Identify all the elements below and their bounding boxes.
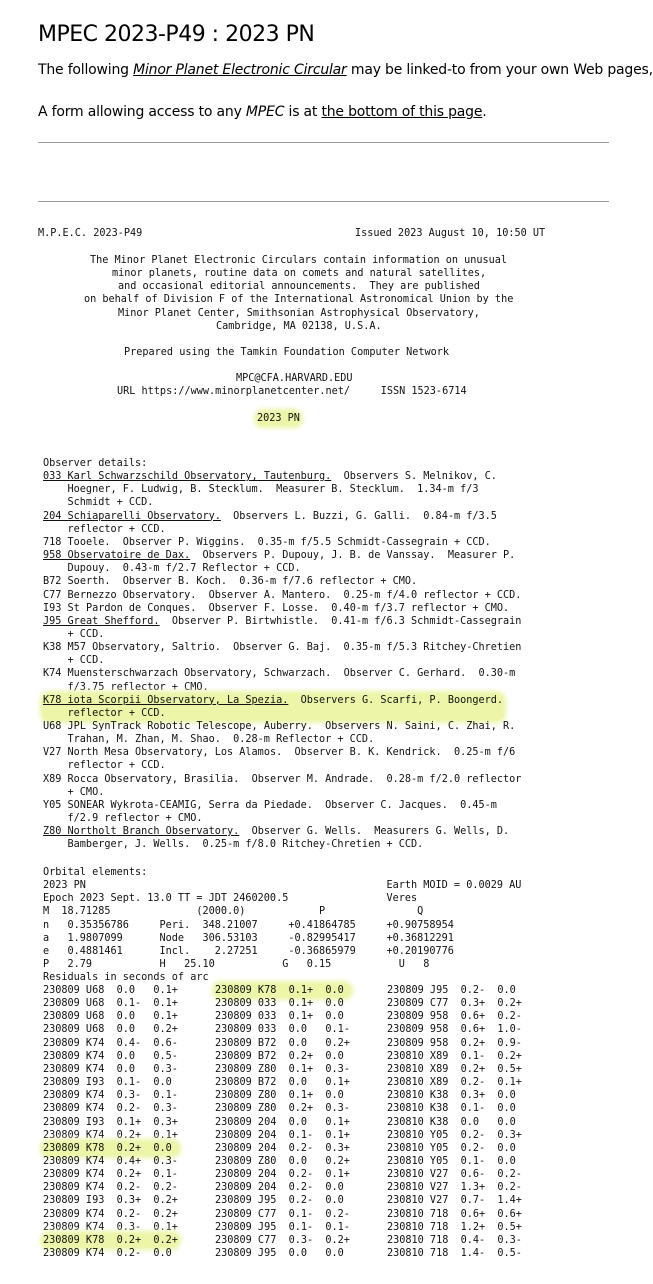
residual-cell: 230810 Y05 0.2- 0.0 [387, 1142, 516, 1154]
observatory-name: SONEAR Wykrota-CEAMIG, Serra da Piedade. [67, 799, 313, 811]
residual-cell: 230809 K74 0.2- 0.2+ [43, 1208, 178, 1220]
residual-cell: 230809 204 0.2- 0.1+ [215, 1169, 350, 1181]
residual-cell: 230810 X89 0.1- 0.2+ [387, 1050, 522, 1062]
observer-credits: Observer P. Birtwhistle. 0.41-m f/6.3 Schmidt-Cassegrain [159, 615, 522, 627]
residual-cell: 230809 B72 0.2+ 0.0 [215, 1050, 350, 1062]
observatory-code: K38 [43, 642, 68, 654]
residual-cell: 230810 X89 0.2+ 0.5+ [387, 1063, 522, 1075]
residual-cell: 230809 U68 0.1- 0.1+ [43, 998, 178, 1010]
orbit-line: e 0.4881461 Incl. 2.27251 -0.36865979 +0.20190776 [43, 945, 454, 957]
observatory-code[interactable]: K78 [43, 694, 68, 706]
residual-cell: 230809 204 0.2- 0.3+ [215, 1142, 350, 1154]
residual-cell: 230809 K74 0.4+ 0.3- [43, 1155, 178, 1167]
residual-cell: 230809 K74 0.2- 0.3- [43, 1103, 178, 1115]
residual-cell: 230810 V27 1.3+ 0.2- [387, 1182, 522, 1194]
observer-entry: Z80 Northolt Branch Observatory. Observer G. Wells. Measurers G. Wells, D. Bamberger, J. Wells. 0.25-m f/8.0 Ritchey-Chretien + CCD. [43, 826, 510, 851]
residual-cell: 230809 K78 0.1+ 0.0 [215, 985, 350, 996]
observatory-name[interactable]: Northolt Branch Observatory. [67, 826, 240, 838]
residual-cell: 230809 K74 0.3- 0.1- [43, 1090, 178, 1102]
issued-date: Issued 2023 August 10, 10:50 UT [355, 228, 546, 239]
residual-cell: 230809 C77 0.3- 0.2+ [215, 1234, 350, 1246]
observer-entry [43, 575, 417, 588]
residual-cell: 230809 I93 0.1- 0.0 [43, 1077, 178, 1089]
observatory-code: K74 [43, 668, 68, 680]
observer-credits: Observers N. Saini, C. Zhai, R. [312, 721, 516, 732]
residual-cell: 230810 718 0.4- 0.3- [387, 1234, 522, 1246]
observer-credits: Observer M. Andrade. 0.28-m f/2.0 reflector [239, 773, 522, 785]
blurb-line: Minor Planet Center, Smithsonian Astrophysical Observatory, [118, 307, 480, 319]
observer-credits: Observers P. Dupouy, J. B. de Vanssay. Measurer P. [190, 550, 516, 562]
residual-cell: 230810 718 1.2+ 0.5+ [387, 1221, 522, 1233]
observer-credits: Observer C. Jacques. 0.45-m [312, 799, 497, 811]
residual-cell: 230809 K74 0.2- 0.0 [43, 1248, 178, 1259]
observer-entry: J95 Great Shefford. Observer P. Birtwhistle. 0.41-m f/6.3 Schmidt-Cassegrain + CCD. [43, 615, 522, 640]
residual-cell: 230809 K78 0.2+ 0.2+ [43, 1234, 178, 1246]
orbit-line: Epoch 2023 Sept. 13.0 TT = JDT 2460200.5 Veres [43, 893, 418, 905]
form-middle: is at [284, 104, 322, 120]
residual-cell: 230809 Z80 0.2+ 0.3- [215, 1103, 350, 1115]
observer-entry: Y05 SONEAR Wykrota-CEAMIG, Serra da Piedade. Observer C. Jacques. 0.45-m f/2.9 reflector + CMO. [43, 799, 497, 825]
observatory-name[interactable]: Great Shefford. [67, 615, 160, 627]
observer-credits: Observer C. Gerhard. 0.30-m [331, 668, 516, 680]
residual-cell: 230810 K38 0.0 0.0 [387, 1116, 516, 1128]
observer-entry: 033 Karl Schwarzschild Observatory, Tautenburg. Observers S. Melnikov, C. Hoegner, F. Ludwig, B. Stecklum. Measurer B. Stecklum. 1.34-m f/3 Schmidt + CCD. [43, 471, 497, 509]
observer-credits: Observer A. Mantero. 0.25-m f/4.0 reflector + CCD. [196, 589, 522, 601]
blurb-line: and occasional editorial announcements. They are published [118, 281, 480, 293]
observatory-code: 718 [43, 536, 68, 548]
observer-credits: Observer B. Koch. 0.36-m f/7.6 reflector + CMO. [110, 576, 418, 588]
mpec-id: M.P.E.C. 2023-P49 [38, 228, 143, 239]
observatory-name: M57 Observatory, Saltrio. [67, 642, 221, 654]
residual-cell: 230809 U68 0.0 0.1+ [43, 985, 178, 996]
blurb-line: Cambridge, MA 02138, U.S.A. [216, 320, 382, 332]
observer-credits: Observers S. Melnikov, C. [331, 471, 497, 483]
observatory-code: V27 [43, 747, 68, 759]
residual-cell: 230809 K74 0.2+ 0.1+ [43, 1129, 178, 1141]
residual-cell: 230809 K74 0.4- 0.6- [43, 1037, 178, 1049]
observatory-name[interactable]: iota Scorpii Observatory, La Spezia. [67, 694, 289, 706]
residual-cell: 230809 Z80 0.1+ 0.0 [215, 1090, 350, 1102]
residual-cell: 230810 Y05 0.1- 0.0 [387, 1155, 516, 1167]
page-title: MPEC 2023-P49 : 2023 PN [38, 22, 315, 47]
residual-cell: 230809 J95 0.2- 0.0 [387, 985, 516, 996]
bottom-of-page-link[interactable]: the bottom of this page [321, 104, 483, 120]
observer-credits: Observer G. Baj. 0.35-m f/5.3 Ritchey-Chretien [220, 642, 522, 654]
observer-heading: Observer details: [43, 458, 148, 469]
url-issn-line: URL https://www.minorplanetcenter.net/ ISSN 1523-6714 [117, 386, 467, 397]
residual-cell: 230809 204 0.1- 0.1+ [215, 1129, 350, 1141]
residual-cell: 230809 J95 0.2- 0.0 [215, 1195, 350, 1207]
observatory-code: U68 [43, 721, 68, 732]
divider-top [38, 142, 609, 143]
orbit-line: n 0.35356786 Peri. 348.21007 +0.41864785 +0.90758954 [43, 919, 454, 931]
blurb-line: The Minor Planet Electronic Circulars contain information on unusual [90, 255, 508, 266]
observatory-name: Soerth. [67, 576, 111, 588]
observatory-code: C77 [43, 589, 68, 601]
observatory-name[interactable]: Karl Schwarzschild Observatory, Tautenburg. [67, 471, 332, 483]
observatory-name: North Mesa Observatory, Los Alamos. [67, 747, 283, 759]
residual-cell: 230809 Z80 0.0 0.2+ [215, 1155, 350, 1167]
residual-cell: 230810 K38 0.1- 0.0 [387, 1103, 516, 1115]
residual-cell: 230809 B72 0.0 0.2+ [215, 1037, 350, 1049]
prepared-line: Prepared using the Tamkin Foundation Computer Network [124, 347, 450, 358]
observatory-code: I93 [43, 602, 68, 614]
residual-cell: 230809 033 0.1+ 0.0 [215, 998, 350, 1010]
divider-bottom [38, 201, 609, 202]
residual-cell: 230810 V27 0.6- 0.2- [387, 1169, 522, 1181]
residual-cell: 230810 V27 0.7- 1.4+ [387, 1195, 522, 1207]
residual-cell: 230809 033 0.0 0.1- [215, 1024, 350, 1036]
observatory-name[interactable]: Schiaparelli Observatory. [67, 510, 221, 522]
residual-cell: 230809 U68 0.0 0.1+ [43, 1011, 178, 1023]
residual-cell: 230809 C77 0.3+ 0.2+ [387, 998, 522, 1010]
orbit-line: M 18.71285 (2000.0) P Q [43, 906, 424, 918]
observer-entry: V27 North Mesa Observatory, Los Alamos. Observer B. K. Kendrick. 0.25-m f/6 reflector + CCD. [43, 747, 516, 772]
form-before: A form allowing access to any [38, 104, 246, 120]
observatory-code: Y05 [43, 799, 68, 811]
form-end: . [482, 104, 487, 120]
observer-credits: Observers G. Scarfi, P. Boongerd. [288, 694, 504, 706]
orbit-line: Residuals in seconds of arc [43, 972, 209, 984]
residual-cell: 230809 I93 0.1+ 0.3+ [43, 1116, 178, 1128]
observatory-name: Rocca Observatory, Brasilia. [67, 773, 240, 785]
observatory-name: Bernezzo Observatory. [67, 589, 197, 601]
residual-cell: 230809 K74 0.2- 0.2- [43, 1182, 178, 1194]
observer-entry [43, 536, 491, 549]
residual-cell: 230810 718 1.4- 0.5- [387, 1248, 522, 1259]
observer-entry: K38 M57 Observatory, Saltrio. Observer G. Baj. 0.35-m f/5.3 Ritchey-Chretien + CCD. [43, 642, 522, 667]
blurb-line: minor planets, routine data on comets and natural satellites, [112, 268, 487, 280]
residual-cell: 230809 033 0.1+ 0.0 [215, 1011, 350, 1023]
observer-credits: Observer P. Wiggins. 0.35-m f/5.5 Schmidt-Cassegrain + CCD. [110, 536, 491, 548]
observatory-code[interactable]: J95 [43, 615, 68, 627]
observer-entry: K74 Muensterschwarzach Observatory, Schwarzach. Observer C. Gerhard. 0.30-m f/3.75 reflector + CMO. [43, 668, 516, 693]
observer-entry: 204 Schiaparelli Observatory. Observers L. Buzzi, G. Galli. 0.84-m f/3.5 reflector + CCD. [43, 510, 497, 535]
observer-entry [43, 589, 521, 602]
observatory-code[interactable]: Z80 [43, 826, 68, 838]
residual-cell: 230809 J95 0.0 0.0 [215, 1248, 350, 1259]
intro-text [38, 62, 653, 78]
orbit-line: a 1.9807099 Node 306.53103 -0.82995417 +0.36812291 [43, 932, 454, 944]
observatory-name: Muensterschwarzach Observatory, Schwarzach. [67, 668, 332, 680]
residual-cell: 230809 Z80 0.1+ 0.3- [215, 1063, 350, 1075]
residual-cell: 230809 J95 0.1- 0.1- [215, 1221, 350, 1233]
intro-after: may be linked-to from your own Web pages, [346, 62, 653, 78]
observer-entry: U68 JPL SynTrack Robotic Telescope, Auberry. Observers N. Saini, C. Zhai, R. Trahan, M. Zhan, M. Shao. 0.28-m Reflector + CCD. [43, 721, 516, 746]
orbit-line: Orbital elements: [43, 867, 148, 878]
observatory-name: Tooele. [67, 536, 111, 548]
residual-cell: 230809 204 0.2- 0.0 [215, 1182, 350, 1194]
observer-credits: Observer B. K. Kendrick. 0.25-m f/6 [282, 747, 516, 759]
observatory-code[interactable]: 958 [43, 550, 68, 562]
residual-cell: 230810 X89 0.2- 0.1+ [387, 1077, 522, 1089]
observer-credits: Observer F. Losse. 0.40-m f/3.7 reflector + CMO. [196, 602, 510, 614]
observer-entry: 958 Observatoire de Dax. Observers P. Dupouy, J. B. de Vanssay. Measurer P. Dupouy. 0.43-m f/2.7 Reflector + CCD. [43, 550, 516, 575]
residual-cell: 230809 K74 0.0 0.3- [43, 1063, 178, 1075]
residual-cell: 230810 Y05 0.2- 0.3+ [387, 1129, 522, 1141]
residual-cell: 230809 204 0.0 0.1+ [215, 1116, 350, 1128]
observer-entry: X89 Rocca Observatory, Brasilia. Observer M. Andrade. 0.28-m f/2.0 reflector + CMO. [43, 773, 522, 798]
observatory-code[interactable]: 033 [43, 471, 68, 483]
observer-entry: K78 iota Scorpii Observatory, La Spezia. Observers G. Scarfi, P. Boongerd. reflector + CCD. [43, 694, 504, 719]
residual-cell: 230809 K74 0.3- 0.1+ [43, 1221, 178, 1233]
residual-cell: 230809 K74 0.0 0.5- [43, 1050, 178, 1062]
residual-cell: 230809 U68 0.0 0.2+ [43, 1024, 178, 1036]
contact-email: MPC@CFA.HARVARD.EDU [236, 373, 353, 384]
object-designation: 2023 PN [257, 413, 300, 424]
residual-cell: 230809 K74 0.2+ 0.1- [43, 1169, 178, 1181]
residual-cell: 230809 958 0.6+ 0.2- [387, 1011, 522, 1023]
observatory-name[interactable]: Observatoire de Dax. [67, 550, 191, 562]
observatory-code: X89 [43, 773, 68, 785]
observer-credits: Observer G. Wells. Measurers G. Wells, D. [239, 826, 510, 838]
residual-cell: 230809 958 0.6+ 1.0- [387, 1024, 522, 1036]
observatory-name: St Pardon de Conques. [67, 602, 197, 614]
residual-cell: 230809 K78 0.2+ 0.0 [43, 1142, 178, 1154]
observatory-code: B72 [43, 576, 68, 588]
residual-cell: 230809 I93 0.3+ 0.2+ [43, 1195, 178, 1207]
residual-cell: 230810 718 0.6+ 0.6+ [387, 1208, 522, 1220]
observer-entry [43, 602, 509, 615]
mpec-info-link[interactable]: Minor Planet Electronic Circular [133, 62, 347, 78]
residual-cell: 230809 C77 0.1- 0.2- [215, 1208, 350, 1220]
intro-before: The following [38, 62, 134, 78]
form-access-text [38, 104, 487, 120]
blurb-line: on behalf of Division F of the International Astronomical Union by the [84, 294, 514, 306]
observatory-name: JPL SynTrack Robotic Telescope, Auberry. [67, 721, 313, 732]
residual-cell: 230810 K38 0.3+ 0.0 [387, 1090, 516, 1102]
residual-cell: 230809 958 0.2+ 0.9- [387, 1037, 522, 1049]
observatory-code[interactable]: 204 [43, 510, 68, 522]
residual-cell: 230809 B72 0.0 0.1+ [215, 1077, 350, 1089]
observer-credits: Observers L. Buzzi, G. Galli. 0.84-m f/3.5 [220, 510, 497, 522]
orbit-line: P 2.79 H 25.10 G 0.15 U 8 [43, 959, 430, 971]
form-mpec: MPEC [245, 104, 285, 120]
orbit-line: 2023 PN Earth MOID = 0.0029 AU [43, 880, 522, 892]
